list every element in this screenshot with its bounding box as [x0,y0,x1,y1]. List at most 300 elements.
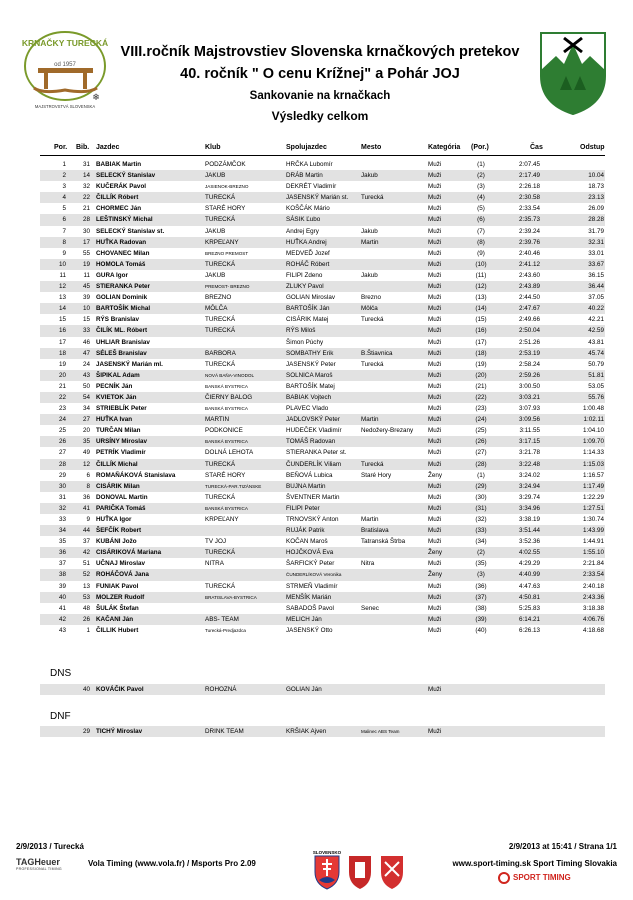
cell-spolujazdec: KOČAN Maroš [286,538,328,546]
cell-spolujazdec: KRŠIAK Ajven [286,728,327,735]
cell-kategoria: Muži [428,294,442,302]
cell-jazdec: MOLZER Rudolf [96,593,145,601]
footer-timestamp-page: 2/9/2013 at 15:41 / Strana 1/1 [508,842,617,851]
cell-kategoria: Muži [428,327,442,335]
cell-jazdec: CISÁRIKOVÁ Mariana [96,549,162,557]
cell-por: 19 [58,360,66,368]
tagheuer-logo [16,857,62,871]
table-row [40,481,605,492]
cell-bib: 30 [82,227,90,235]
cell-kategoria: Muži [428,271,442,279]
cell-spolujazdec: BARTOŠÍK Matej [286,382,335,390]
cell-cas: 2:39.24 [518,227,540,235]
cell-jazdec: ŠULÁK Štefan [96,604,139,612]
cell-spolujazdec: SABADOŠ Pavol [286,604,334,612]
cell-spolujazdec: TOMÁŠ Radovan [286,438,336,446]
cell-jazdec: SELECKÝ Stanislav [96,172,156,180]
cell-category-position: (6) [477,216,485,224]
cell-por: 8 [62,238,66,246]
cell-cas: 3:03.21 [518,393,540,401]
cell-category-position: (37) [475,593,487,601]
cell-por: 14 [58,305,66,313]
cell-klub: MÔLČA [205,305,228,313]
cell-spolujazdec: Šimon Púchy [286,338,324,346]
cell-cas: 2:26.18 [518,183,540,191]
cell-mesto: Môlča [361,305,378,313]
cell-spolujazdec: RUJÁK Patrik [286,527,325,535]
cell-bib: 44 [82,527,90,535]
dns-row [40,684,605,695]
table-row [40,303,605,314]
cell-bib: 36 [82,493,90,501]
cell-bib: 49 [82,449,90,457]
cell-kategoria: Muži [428,371,442,379]
cell-spolujazdec: ZLUKY Pavol [286,283,324,291]
krnacky-turecka-logo [18,26,113,114]
cell-jazdec: HUŤKA Igor [96,516,132,523]
cell-por: 38 [58,571,66,579]
cell-klub: DOLNÁ LEHOTA [205,449,254,457]
col-header-klub: Klub [205,144,221,151]
cell-klub: BANSKÁ BYSTRICA [205,383,248,389]
cell-odstup: 2:40.18 [582,582,604,590]
cell-jazdec: SELECKÝ Stanislav st. [96,227,165,235]
sport-timing-logo [498,872,571,884]
cell-odstup: 42.21 [588,316,604,324]
cell-spolujazdec: JADLOVSKÝ Peter [286,416,340,424]
cell-jazdec: GOLIAN Dominik [96,294,148,302]
cell-klub: KRPEĽANY [205,516,239,523]
cell-jazdec: HUŤKA Ivan [96,416,133,424]
table-row [40,547,605,558]
cell-category-position: (29) [475,482,487,490]
cell-klub: STARÉ HORY [205,205,246,213]
dnf-row [40,726,605,737]
cell-por: 10 [58,260,66,268]
table-row [40,259,605,270]
cell-category-position: (1) [477,161,485,168]
cell-jazdec: UHLIAR Branislav [96,338,150,346]
table-row [40,381,605,392]
cell-kategoria: Muži [428,283,442,291]
cell-jazdec: ČILLIK Hubert [96,626,139,634]
cell-cas: 2:17.49 [518,172,540,180]
cell-kategoria: Muži [428,172,442,180]
cell-por: 37 [58,560,66,568]
cell-jazdec: KUBÁNI Jožo [96,538,137,546]
cell-kategoria: Ženy [428,471,442,479]
dns-table [40,684,605,695]
cell-por: 13 [58,294,66,302]
cell-odstup: 4:18.68 [582,626,604,634]
cell-mesto: Turecká [361,460,384,468]
cell-jazdec: TURČAN Milan [96,427,141,435]
col-header-por: Por. [54,144,68,151]
cell-spolujazdec: TRNOVSKÝ Anton [286,516,339,523]
cell-cas: 3:24.94 [518,482,540,490]
cell-odstup: 1:14.33 [582,449,604,457]
table-row [40,403,605,414]
cell-por: 26 [58,438,66,446]
cell-bib: 48 [82,604,90,612]
cell-spolujazdec: BABIAK Vojtech [286,393,332,401]
cell-bib: 9 [86,516,90,523]
cell-por: 9 [62,249,66,257]
cell-cas: 3:07.93 [518,405,540,413]
cell-mesto: Nitra [361,560,375,568]
cell-mesto: Staré Hory [361,471,392,479]
cell-klub: BREZNO [205,294,232,302]
cell-category-position: (20) [475,371,487,379]
cell-spolujazdec: MENŠÍK Marián [286,593,332,601]
cell-kategoria: Muži [428,460,442,468]
cell-category-position: (30) [475,493,487,501]
cell-por: 7 [62,227,66,235]
table-row [40,170,605,181]
cell-klub: DRINK TEAM [205,728,244,735]
cell-por: 5 [62,205,66,213]
cell-cas: 3:24.02 [518,471,540,479]
cell-por: 35 [58,538,66,546]
cell-odstup: 55.76 [588,393,604,401]
table-row [40,248,605,259]
cell-klub: ABS- TEAM [205,615,239,623]
cell-cas: 4:29.29 [518,560,540,568]
cell-odstup: 1:44.91 [582,538,604,546]
table-row [40,359,605,370]
cell-kategoria: Ženy [428,549,442,557]
cell-odstup: 33.67 [588,260,604,268]
cell-spolujazdec: HOJČKOVÁ Eva [286,549,334,557]
cell-category-position: (3) [477,571,485,579]
cell-cas: 2:43.60 [518,271,540,279]
cell-bib: 20 [82,427,90,435]
cell-spolujazdec: JASENSKÝ Peter [286,360,336,368]
cell-cas: 2:44.50 [518,294,540,302]
cell-bib: 11 [83,271,90,279]
cell-category-position: (13) [475,294,487,302]
cell-odstup: 2:21.84 [582,560,604,568]
cell-mesto: Nedožery-Brezany [361,427,414,435]
cell-category-position: (25) [475,427,487,435]
cell-jazdec: ČILLÍK Michal [96,460,138,468]
cell-odstup: 1:15.03 [582,460,604,468]
cell-bib: 10 [82,305,90,313]
cell-jazdec: STIERANKA Peter [96,283,150,291]
cell-odstup: 23.13 [588,194,604,202]
cell-jazdec: STRIEBLÍK Peter [96,405,147,413]
cell-klub: JAKUB [205,172,226,180]
cell-cas: 4:40.99 [518,571,540,579]
cell-spolujazdec: STRMEŇ Vladimír [286,582,338,590]
cell-por: 16 [58,327,66,335]
cell-jazdec: LEŠTINSKÝ Michal [96,216,153,224]
cell-category-position: (27) [475,449,487,457]
cell-kategoria: Muži [428,516,442,523]
cell-category-position: (3) [477,183,485,191]
cell-category-position: (2) [477,172,485,180]
cell-klub: TURECKÁ [205,216,236,224]
cell-bib: 26 [82,615,90,623]
cell-bib: 47 [82,349,90,357]
cell-por: 30 [58,482,66,490]
table-row [40,558,605,569]
cell-jazdec: ČILÍK ML. Róbert [96,327,148,335]
cell-klub: KRPEĽANY [205,238,239,246]
logo-text-top: KRNAČKY TURECKÁ [21,38,109,48]
cell-cas: 3:11.55 [519,427,540,435]
cell-cas: 2:30.58 [518,194,540,202]
cell-bib: 21 [82,205,90,213]
cell-klub: TURECKÁ [205,260,236,268]
table-row [40,470,605,481]
cell-jazdec: CHOVANEC Milan [96,249,150,257]
cell-kategoria: Muži [428,238,442,246]
cell-bib: 41 [82,504,90,512]
cell-bib: 52 [82,571,90,579]
cell-odstup: 1:17.49 [582,482,604,490]
crests-logo [305,848,411,890]
cell-por: 18 [58,349,66,357]
cell-spolujazdec: PLAVEC Vlado [286,405,329,413]
col-header-jazdec: Jazdec [96,144,120,151]
cell-klub: PODZÁMČOK [205,161,246,168]
cell-spolujazdec: ROHÁČ Róbert [286,260,330,268]
cell-por: 15 [58,316,66,324]
cell-por: 36 [58,549,66,557]
cell-odstup: 45.74 [588,349,604,357]
table-row [40,569,605,580]
cell-spolujazdec: CISÁRIK Matej [286,316,329,324]
table-row [40,337,605,348]
tagheuer-logo-sub: PROFESSIONAL TIMING [16,867,62,871]
cell-mesto: Jakub [361,227,378,235]
cell-bib: 31 [82,161,90,168]
cell-odstup: 1:22.29 [582,493,604,501]
cell-cas: 2:49.66 [518,316,540,324]
table-row [40,447,605,458]
table-row [40,348,605,359]
cell-jazdec: RÝS Branislav [96,316,140,324]
cell-jazdec: CHORMEC Ján [96,205,142,213]
cell-category-position: (11) [475,271,487,279]
table-row [40,370,605,381]
cell-spolujazdec: BEŇOVÁ Lubica [286,471,333,479]
cell-por: 27 [58,449,66,457]
cell-category-position: (40) [475,626,487,634]
cell-odstup: 2:43.36 [582,593,604,601]
cell-category-position: (4) [477,194,485,202]
cell-category-position: (32) [475,516,487,523]
cell-por: 22 [58,393,66,401]
cell-spolujazdec: ŠVENTNER Martin [286,493,340,501]
cell-kategoria: Muži [428,305,442,313]
cell-odstup: 1:16.57 [582,471,604,479]
cell-bib: 29 [82,728,90,735]
cell-por: 17 [58,338,66,346]
cell-cas: 5:25.83 [518,604,540,612]
cell-odstup: 28.28 [588,216,604,224]
cell-klub: NITRA [205,560,224,568]
cell-odstup: 1:27.51 [582,504,604,512]
cell-por: 31 [58,493,66,501]
cell-por: 11 [59,271,66,279]
cell-cas: 2:47.67 [518,305,540,313]
cell-cas: 2:58.24 [518,360,540,368]
cell-bib: 1 [86,626,90,634]
cell-bib: 24 [82,360,90,368]
cell-odstup: 36.44 [588,283,604,291]
cell-por: 3 [62,183,66,191]
cell-bib: 13 [82,582,90,590]
cell-mesto: Jakub [361,172,378,180]
cell-category-position: (16) [475,327,487,335]
cell-cas: 3:29.74 [518,493,540,501]
cell-odstup: 53.05 [588,382,604,390]
table-row [40,237,605,248]
cell-bib: 19 [82,260,90,268]
cell-cas: 3:38.19 [518,516,540,523]
cell-por: 43 [58,626,66,634]
cell-jazdec: DONOVAL Martin [96,493,148,501]
cell-klub: PODKONICE [205,427,243,435]
cell-por: 24 [58,416,66,424]
cell-por: 12 [58,283,66,291]
cell-klub: BANSKÁ BYSTRICA [205,439,248,445]
col-header-por-cat: (Por.) [471,144,489,151]
cell-spolujazdec: HRČKA Lubomír [286,161,333,168]
cell-mesto: Bratislava [361,527,389,535]
cell-por: 2 [62,172,66,180]
cell-cas: 2:50.04 [518,327,540,335]
table-row [40,525,605,536]
cell-kategoria: Muži [428,493,442,501]
cell-spolujazdec: ŠARFICKÝ Peter [286,560,335,568]
cell-spolujazdec: HUDEČEK Vladimír [286,427,342,435]
cell-odstup: 43.81 [588,338,604,346]
cell-klub: STARÉ HORY [205,471,246,479]
cell-cas: 3:34.96 [518,504,540,512]
dns-label: DNS [50,668,72,679]
cell-kategoria: Muži [428,338,442,346]
cell-klub: MARTIN [205,416,230,424]
cell-jazdec: BABIAK Martin [96,161,142,168]
table-row [40,270,605,281]
cell-bib: 12 [82,460,90,468]
vola-timing-credit: Vola Timing (www.vola.fr) / Msports Pro 2.09 [88,859,256,868]
table-row [40,325,605,336]
cell-bib: 53 [82,593,90,601]
dnf-table [40,726,605,737]
cell-kategoria: Muži [428,260,442,268]
cell-odstup: 1:55.10 [582,549,604,557]
table-row [40,592,605,603]
cell-kategoria: Muži [428,626,442,634]
cell-spolujazdec: DRÁB Martin [286,172,323,180]
table-row [40,536,605,547]
table-row [40,159,605,170]
cell-bib: 51 [82,560,90,568]
table-row [40,503,605,514]
municipal-crest-logo [538,30,608,116]
cell-spolujazdec: JASENSKÝ Otto [286,626,333,634]
cell-por: 34 [58,527,66,535]
cell-por: 39 [58,582,66,590]
cell-cas: 3:00.50 [518,382,540,390]
cell-bib: 17 [82,238,90,246]
cell-bib: 39 [82,294,90,302]
cell-por: 32 [58,504,66,512]
cell-odstup: 26.09 [588,205,604,213]
cell-mesto: Turecká [361,194,384,202]
cell-cas: 3:52.36 [518,538,540,546]
cell-klub: BREZNO PREMOST [205,250,249,256]
cell-category-position: (8) [477,238,485,246]
cell-kategoria: Muži [428,205,442,213]
table-row [40,281,605,292]
cell-category-position: (15) [475,316,487,324]
cell-mesto: Turecká [361,316,384,324]
cell-kategoria: Ženy [428,571,442,579]
table-row [40,625,605,636]
cell-kategoria: Muži [428,527,442,535]
cell-spolujazdec: ČUNDERLÍKOVÁ Veronika [286,572,342,578]
cell-cas: 2:07.45 [518,161,540,168]
cell-bib: 50 [82,382,90,390]
cell-odstup: 1:02.11 [583,416,604,424]
cell-cas: 2:41.12 [518,260,540,268]
table-row [40,314,605,325]
cell-category-position: (1) [477,471,485,479]
cell-por: 42 [58,615,66,623]
dnf-label: DNF [50,711,71,722]
cell-klub: TURECKÁ-PAR.TIZÁNSKE [205,483,262,489]
cell-kategoria: Muži [428,438,442,446]
cell-bib: 15 [82,316,90,324]
cell-kategoria: Muži [428,161,442,168]
cell-spolujazdec: RÝS Miloš [286,327,316,335]
cell-klub: TURECKÁ [205,549,236,557]
svg-text:❄: ❄ [92,93,100,103]
cell-kategoria: Muži [428,393,442,401]
cell-por: 6 [62,216,66,224]
table-row [40,459,605,470]
cell-category-position: (10) [475,260,487,268]
cell-spolujazdec: JASENSKÝ Marián st. [286,194,349,202]
cell-category-position: (5) [477,205,485,213]
table-row [40,214,605,225]
cell-jazdec: ROMAŇÁKOVÁ Stanislava [96,471,176,479]
cell-klub: TURECKÁ [205,194,236,202]
title-line-2: 40. ročník " O cenu Krížnej" a Pohár JOJ [180,66,460,82]
cell-category-position: (21) [475,382,487,390]
cell-kategoria: Muži [428,427,442,435]
cell-kategoria: Muži [428,582,442,590]
cell-klub: TURECKÁ [205,460,236,468]
sport-timing-credit: www.sport-timing.sk Sport Timing Slovakia [452,859,617,868]
cell-odstup: 42.59 [588,327,604,335]
cell-klub: JAKUB [205,271,226,279]
table-row [40,226,605,237]
col-header-spolujazdec: Spolujazdec [286,144,327,151]
cell-bib: 6 [86,471,90,479]
cell-cas: 4:50.81 [518,593,540,601]
cell-odstup: 10.04 [588,172,604,180]
cell-jazdec: PECNÍK Ján [96,382,133,390]
cell-klub: BANSKÁ BYSTRICA [205,406,248,412]
cell-odstup: 32.31 [588,238,604,246]
cell-jazdec: PETRÍK Vladimír [96,449,146,457]
